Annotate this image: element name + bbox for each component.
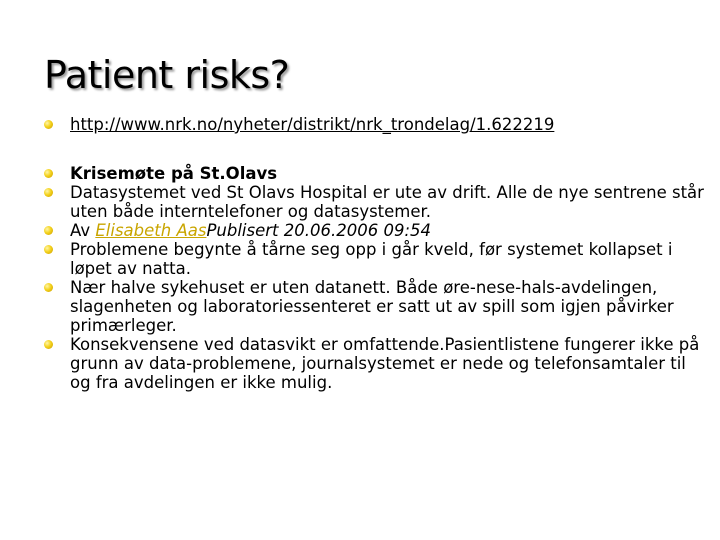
bullet-icon xyxy=(44,226,53,235)
author-link[interactable]: Elisabeth Aas xyxy=(95,221,207,240)
bullet-icon xyxy=(44,283,53,292)
paragraph-text: Datasystemet ved St Olavs Hospital er ute av drift. Alle de nye sentrene står uten både interntelefoner og datasystemer. xyxy=(70,183,704,221)
list-item xyxy=(44,240,704,278)
bullet-icon xyxy=(44,245,53,254)
source-link[interactable]: http://www.nrk.no/nyheter/distrikt/nrk_trondelag/1.622219 xyxy=(70,115,555,134)
bullet-icon xyxy=(44,120,53,129)
list-item xyxy=(44,115,704,134)
bullet-icon xyxy=(44,188,53,197)
list-item xyxy=(44,278,704,335)
paragraph-text: Problemene begynte å tårne seg opp i går kveld, før systemet kollapset i løpet av natta. xyxy=(70,240,673,278)
paragraph-text: Nær halve sykehuset er uten datanett. Både øre-nese-hals-avdelingen, slagenheten og laboratoriessenteret er satt ut av spill som igjen påvirker primærleger. xyxy=(70,278,674,335)
publish-date: Publisert 20.06.2006 09:54 xyxy=(206,221,432,240)
article-list xyxy=(44,164,704,392)
bullet-icon xyxy=(44,340,53,349)
list-item xyxy=(44,183,704,221)
headline: Krisemøte på St.Olavs xyxy=(70,164,278,183)
list-item xyxy=(44,221,704,240)
source-list xyxy=(44,115,704,134)
slide-title: Patient risks? xyxy=(44,53,290,97)
list-item xyxy=(44,335,704,392)
paragraph-text: Konsekvensene ved datasvikt er omfattende.Pasientlistene fungerer ikke på grunn av data-problemene, journalsystemet er nede og telefonsamtaler til og fra avdelingen er ikke mulig. xyxy=(70,335,700,392)
bullet-icon xyxy=(44,169,53,178)
byline-prefix: Av xyxy=(70,221,96,240)
list-item xyxy=(44,164,704,183)
